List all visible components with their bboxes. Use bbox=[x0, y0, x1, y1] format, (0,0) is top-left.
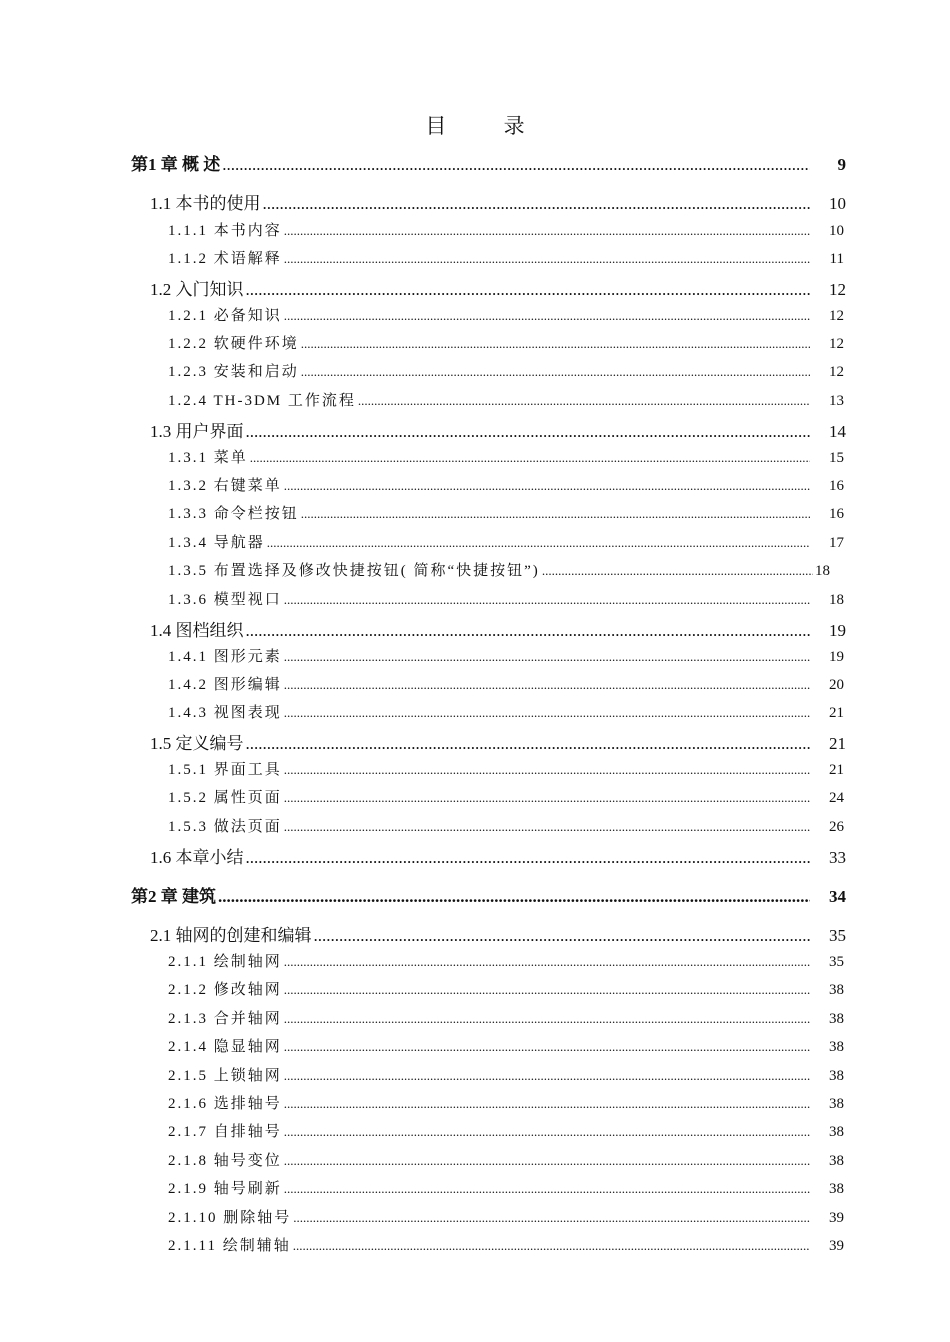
toc-entry-page: 9 bbox=[837, 155, 846, 174]
toc-entry-label: 1.3.6 模型视口 bbox=[168, 592, 282, 608]
toc-entry-label: 1.5.3 做法页面 bbox=[168, 819, 282, 835]
toc-entry-page: 20 bbox=[829, 677, 844, 693]
toc-dot-leader bbox=[284, 251, 810, 267]
toc-entry[interactable] bbox=[150, 189, 846, 214]
toc-entry-page: 17 bbox=[829, 535, 844, 551]
toc-entry[interactable] bbox=[168, 446, 844, 467]
toc-dot-leader bbox=[284, 592, 810, 608]
toc-entry[interactable] bbox=[131, 150, 846, 175]
toc-entry-label: 1.1.1 本书内容 bbox=[168, 223, 282, 239]
toc-entry-label: 1.3.1 菜单 bbox=[168, 450, 248, 466]
toc-entry-page: 11 bbox=[829, 251, 844, 267]
toc-dot-leader bbox=[284, 478, 810, 494]
toc-entry[interactable] bbox=[168, 758, 844, 779]
toc-entry-page: 12 bbox=[829, 364, 844, 380]
toc-entry[interactable] bbox=[168, 1092, 844, 1113]
toc-dot-leader bbox=[284, 790, 810, 806]
toc-entry[interactable] bbox=[168, 1234, 844, 1255]
toc-entry[interactable] bbox=[168, 645, 844, 666]
toc-entry-page: 16 bbox=[829, 506, 844, 522]
toc-entry-label: 2.1.5 上锁轴网 bbox=[168, 1068, 282, 1084]
toc-entry-label: 1.4 图档组织 bbox=[150, 621, 244, 640]
toc-entry-page: 10 bbox=[829, 223, 844, 239]
toc-entry-page: 10 bbox=[829, 194, 846, 213]
toc-entry[interactable] bbox=[168, 701, 844, 722]
toc-entry[interactable] bbox=[168, 1120, 844, 1141]
toc-entry-page: 38 bbox=[829, 1096, 844, 1112]
toc-entry-label: 2.1 轴网的创建和编辑 bbox=[150, 926, 312, 945]
toc-entry-label: 2.1.11 绘制辅轴 bbox=[168, 1238, 291, 1254]
toc-entry[interactable] bbox=[150, 275, 846, 300]
toc-entry[interactable] bbox=[168, 502, 844, 523]
toc-entry[interactable] bbox=[168, 304, 844, 325]
toc-entry[interactable] bbox=[168, 332, 844, 353]
toc-entry[interactable] bbox=[168, 474, 844, 495]
toc-entry-page: 14 bbox=[829, 422, 846, 441]
toc-dot-leader bbox=[358, 393, 810, 409]
toc-entry[interactable] bbox=[168, 1064, 844, 1085]
toc-entry-label: 1.3.4 导航器 bbox=[168, 535, 265, 551]
toc-entry-page: 16 bbox=[829, 478, 844, 494]
toc-entry-page: 12 bbox=[829, 280, 846, 299]
toc-entry-page: 33 bbox=[829, 848, 846, 867]
toc-dot-leader bbox=[246, 280, 811, 300]
toc-entry-label: 1.3.3 命令栏按钮 bbox=[168, 506, 299, 522]
toc-entry-page: 21 bbox=[829, 734, 846, 753]
toc-entry-label: 1.3 用户界面 bbox=[150, 422, 244, 441]
toc-dot-leader bbox=[246, 734, 811, 754]
toc-dot-leader bbox=[284, 677, 810, 693]
toc-dot-leader bbox=[284, 1096, 810, 1112]
toc-dot-leader bbox=[293, 1210, 810, 1226]
toc-entry-label: 2.1.6 选排轴号 bbox=[168, 1096, 282, 1112]
toc-dot-leader bbox=[284, 1068, 810, 1084]
toc-entry[interactable] bbox=[150, 843, 846, 868]
toc-entry-label: 2.1.3 合并轴网 bbox=[168, 1011, 282, 1027]
toc-entry[interactable] bbox=[168, 1206, 844, 1227]
toc-entry[interactable] bbox=[168, 950, 844, 971]
toc-entry-label: 1.2 入门知识 bbox=[150, 280, 244, 299]
toc-dot-leader bbox=[284, 1011, 810, 1027]
toc-dot-leader bbox=[246, 848, 811, 868]
toc-entry-label: 2.1.2 修改轴网 bbox=[168, 982, 282, 998]
toc-dot-leader bbox=[284, 1153, 810, 1169]
toc-entry[interactable] bbox=[168, 588, 844, 609]
toc-entry-label: 1.5 定义编号 bbox=[150, 734, 244, 753]
toc-entry-label: 1.4.2 图形编辑 bbox=[168, 677, 282, 693]
toc-entry[interactable] bbox=[150, 417, 846, 442]
toc-entry-label: 2.1.10 删除轴号 bbox=[168, 1210, 292, 1226]
toc-entry-label: 1.5.1 界面工具 bbox=[168, 762, 282, 778]
toc-entry-label: 第2 章 建筑 bbox=[131, 887, 216, 906]
toc-dot-leader bbox=[293, 1238, 810, 1254]
toc-dot-leader bbox=[314, 926, 811, 946]
toc-entry-page: 15 bbox=[829, 450, 844, 466]
title-part-1: 目 bbox=[425, 114, 447, 138]
toc-entry-label: 1.1 本书的使用 bbox=[150, 194, 261, 213]
toc-dot-leader bbox=[222, 155, 810, 175]
toc-entry[interactable] bbox=[150, 921, 846, 946]
toc-entry-page: 19 bbox=[829, 621, 846, 640]
toc-entry-page: 18 bbox=[829, 592, 844, 608]
toc-dot-leader bbox=[284, 982, 810, 998]
toc-entry[interactable] bbox=[168, 559, 830, 580]
toc-entry[interactable] bbox=[168, 1149, 844, 1170]
toc-entry-page: 35 bbox=[829, 926, 846, 945]
toc-entry-page: 12 bbox=[829, 336, 844, 352]
toc-entry[interactable] bbox=[168, 786, 844, 807]
toc-entry-label: 第1 章 概 述 bbox=[131, 155, 221, 174]
toc-entry[interactable] bbox=[150, 729, 846, 754]
toc-dot-leader bbox=[284, 1181, 810, 1197]
toc-entry-label: 2.1.4 隐显轴网 bbox=[168, 1039, 282, 1055]
toc-entry-page: 35 bbox=[829, 954, 844, 970]
toc-entry-label: 1.2.1 必备知识 bbox=[168, 308, 282, 324]
toc-dot-leader bbox=[246, 621, 811, 641]
title-part-2: 录 bbox=[503, 114, 525, 138]
toc-dot-leader bbox=[301, 506, 810, 522]
toc-entry[interactable] bbox=[168, 1007, 844, 1028]
toc-entry[interactable] bbox=[168, 978, 844, 999]
toc-entry-page: 38 bbox=[829, 1181, 844, 1197]
toc-entry-label: 1.4.1 图形元素 bbox=[168, 649, 282, 665]
toc-dot-leader bbox=[267, 535, 810, 551]
toc-entry-label: 1.6 本章小结 bbox=[150, 848, 244, 867]
toc-entry[interactable] bbox=[168, 219, 844, 240]
toc-entry-label: 2.1.9 轴号刷新 bbox=[168, 1181, 282, 1197]
toc-dot-leader bbox=[301, 336, 810, 352]
toc-entry[interactable] bbox=[168, 673, 844, 694]
toc-entry-label: 1.2.3 安装和启动 bbox=[168, 364, 299, 380]
toc-entry-page: 26 bbox=[829, 819, 844, 835]
toc-dot-leader bbox=[284, 649, 810, 665]
toc-dot-leader bbox=[542, 563, 813, 579]
toc-entry-page: 38 bbox=[829, 1153, 844, 1169]
toc-entry-page: 38 bbox=[829, 1011, 844, 1027]
toc-entry-page: 13 bbox=[829, 393, 844, 409]
toc-entry[interactable] bbox=[168, 1177, 844, 1198]
toc-entry[interactable] bbox=[168, 531, 844, 552]
toc-entry-label: 1.3.2 右键菜单 bbox=[168, 478, 282, 494]
toc-dot-leader bbox=[284, 1039, 810, 1055]
toc-entry-page: 38 bbox=[829, 1124, 844, 1140]
toc-entry[interactable] bbox=[150, 616, 846, 641]
toc-dot-leader bbox=[284, 762, 810, 778]
toc-dot-leader bbox=[284, 705, 810, 721]
toc-entry-label: 1.2.4 TH-3DM 工作流程 bbox=[168, 393, 356, 409]
toc-dot-leader bbox=[246, 422, 811, 442]
toc-dot-leader bbox=[284, 223, 810, 239]
toc-dot-leader bbox=[284, 954, 810, 970]
toc-entry-page: 38 bbox=[829, 1039, 844, 1055]
toc-entry-page: 39 bbox=[829, 1238, 844, 1254]
toc-entry-label: 1.5.2 属性页面 bbox=[168, 790, 282, 806]
toc-dot-leader bbox=[284, 819, 810, 835]
toc-entry-page: 12 bbox=[829, 308, 844, 324]
toc-entry-page: 21 bbox=[829, 762, 844, 778]
toc-entry-page: 38 bbox=[829, 982, 844, 998]
toc-dot-leader bbox=[250, 450, 810, 466]
toc-entry-page: 21 bbox=[829, 705, 844, 721]
toc-entry-page: 39 bbox=[829, 1210, 844, 1226]
toc-entry-label: 1.2.2 软硬件环境 bbox=[168, 336, 299, 352]
toc-entry-label: 1.1.2 术语解释 bbox=[168, 251, 282, 267]
toc-entry-label: 1.4.3 视图表现 bbox=[168, 705, 282, 721]
toc-dot-leader bbox=[301, 364, 810, 380]
toc-entry[interactable] bbox=[168, 389, 844, 410]
toc-entry-label: 2.1.7 自排轴号 bbox=[168, 1124, 282, 1140]
toc-entry[interactable] bbox=[168, 360, 844, 381]
toc-dot-leader bbox=[218, 887, 810, 907]
toc-dot-leader bbox=[284, 308, 810, 324]
toc-entry[interactable] bbox=[168, 815, 844, 836]
toc-entry-page: 19 bbox=[829, 649, 844, 665]
toc-entry-page: 38 bbox=[829, 1068, 844, 1084]
toc-entry-label: 2.1.1 绘制轴网 bbox=[168, 954, 282, 970]
toc-entry-label: 1.3.5 布置选择及修改快捷按钮( 简称“快捷按钮”) bbox=[168, 563, 540, 579]
toc-entry-page: 24 bbox=[829, 790, 844, 806]
toc-entry[interactable] bbox=[168, 247, 844, 268]
toc-dot-leader bbox=[263, 194, 811, 214]
toc-entry-label: 2.1.8 轴号变位 bbox=[168, 1153, 282, 1169]
toc-entry[interactable] bbox=[131, 882, 846, 907]
toc-entry-page: 18 bbox=[815, 563, 830, 579]
toc-dot-leader bbox=[284, 1124, 810, 1140]
toc-entry[interactable] bbox=[168, 1035, 844, 1056]
toc-entry-page: 34 bbox=[829, 887, 846, 906]
